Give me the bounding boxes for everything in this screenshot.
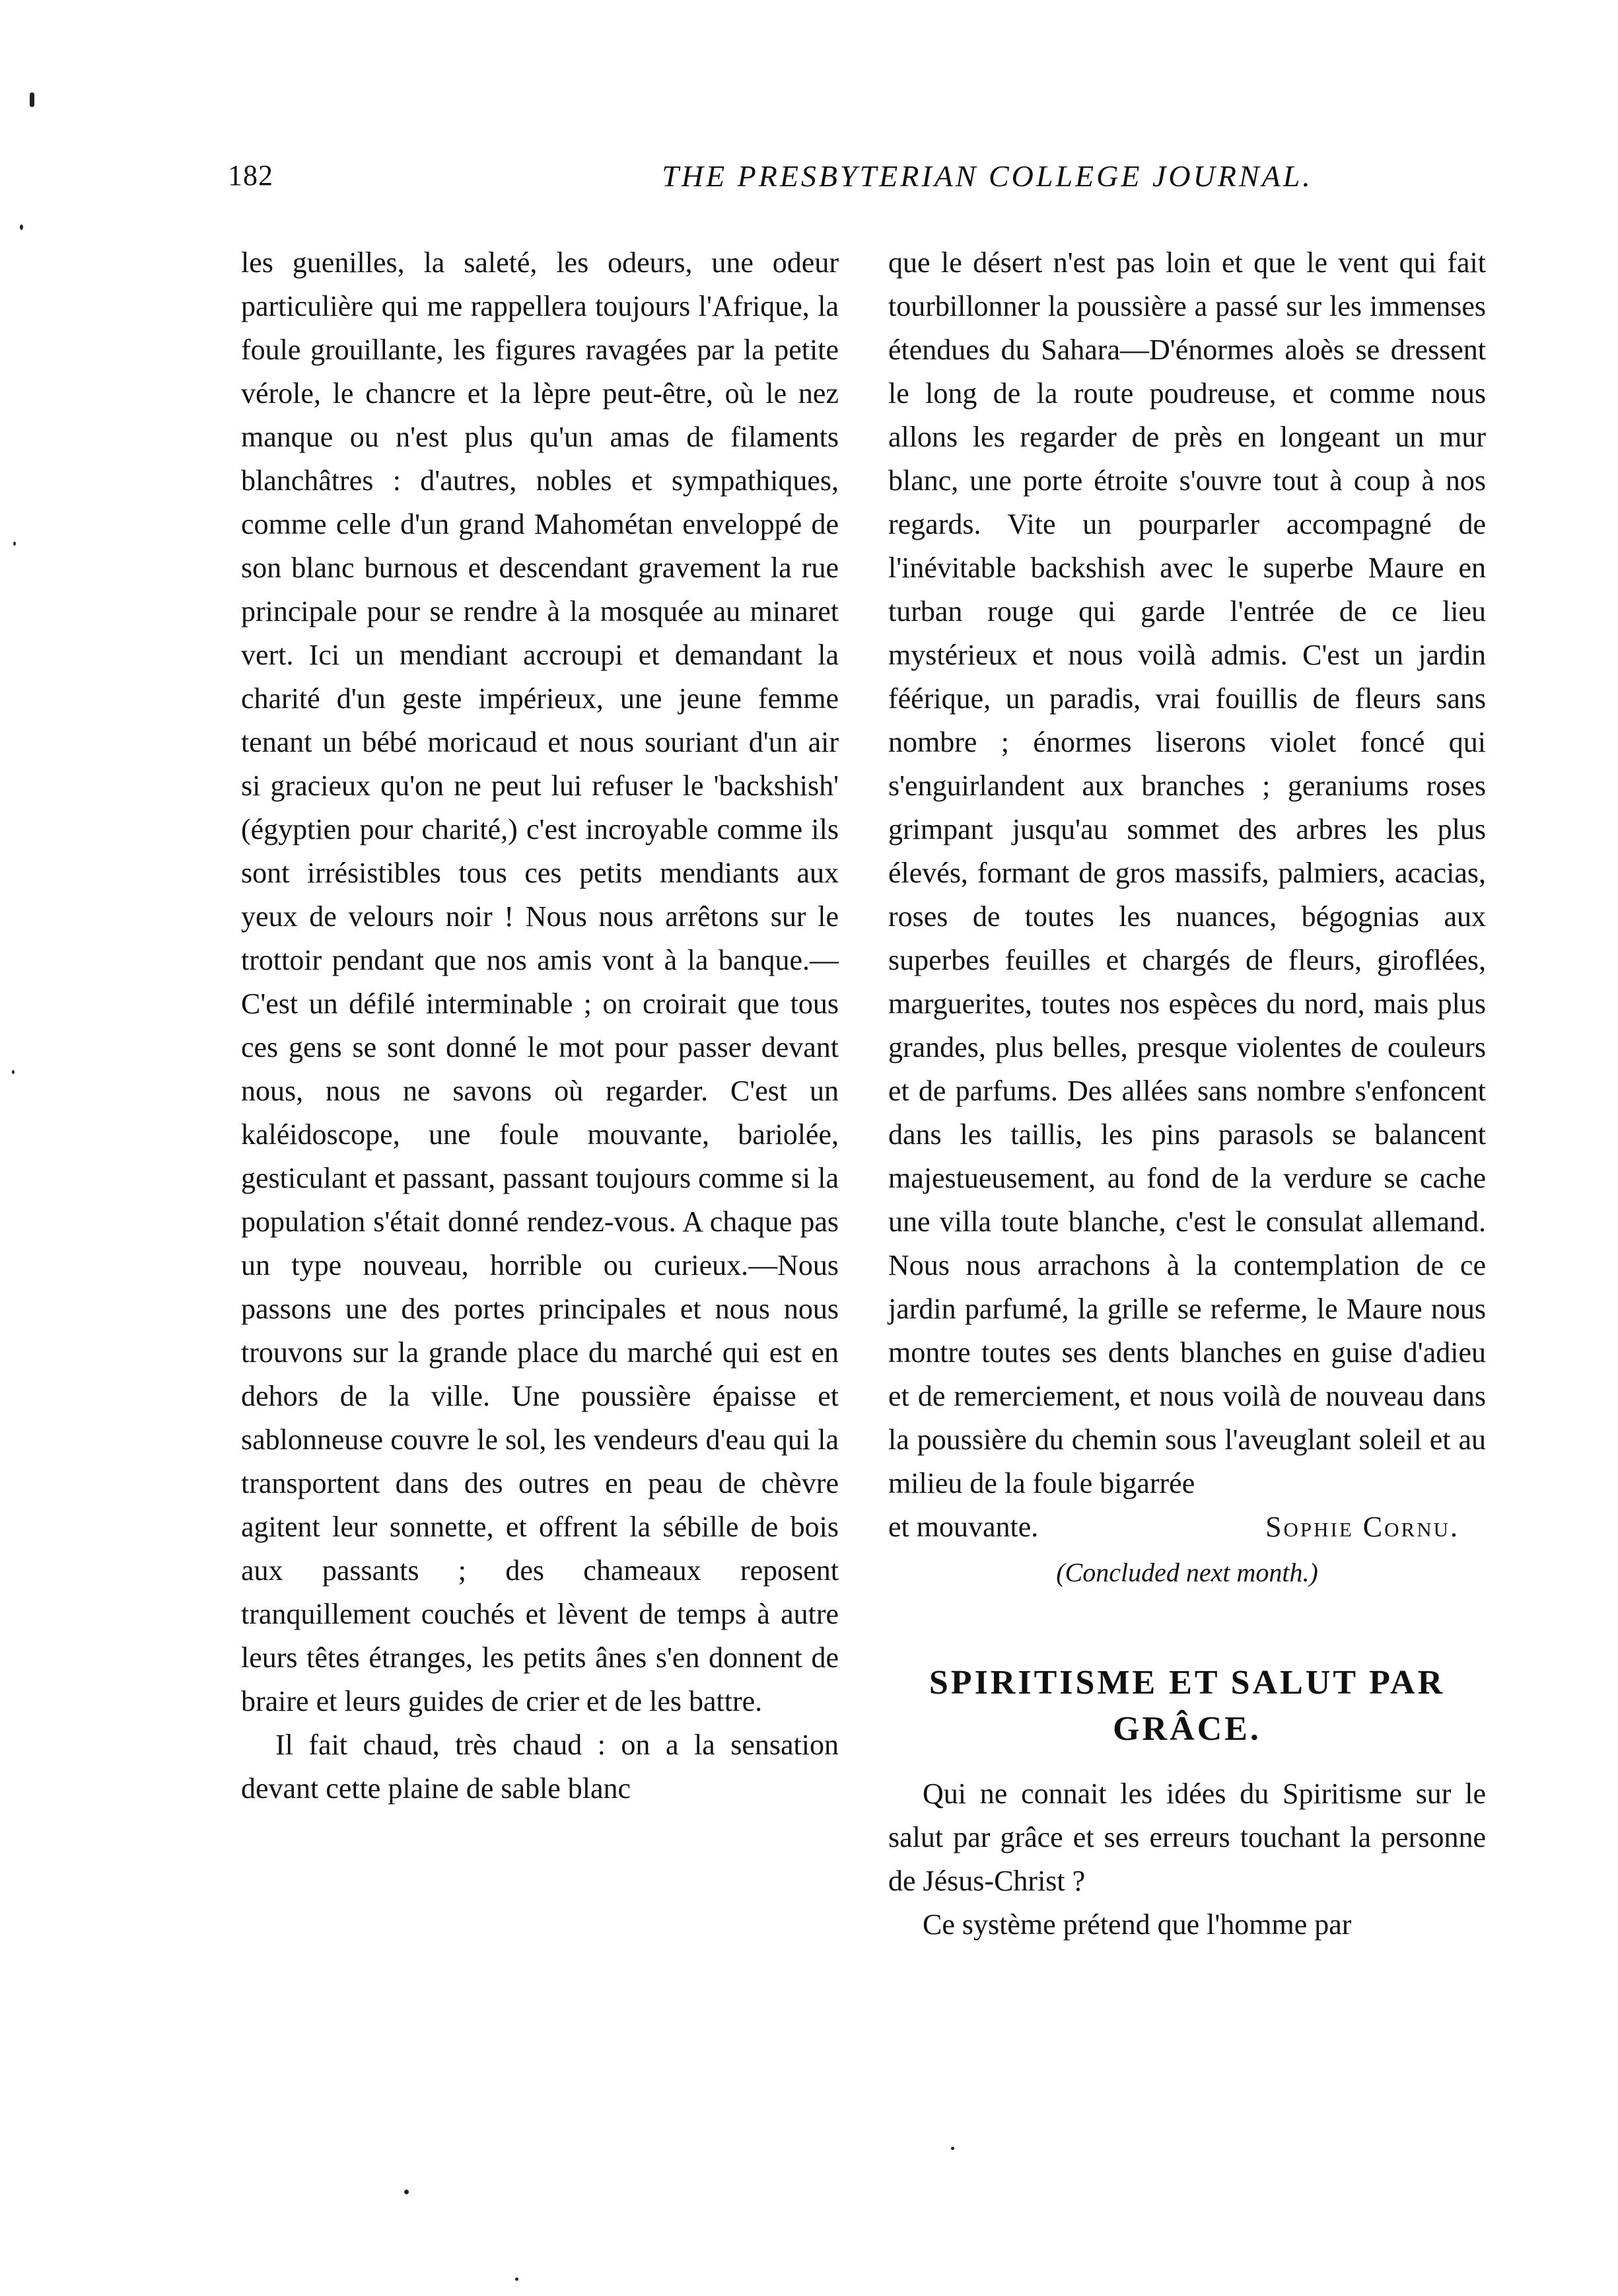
signature-line-text: et mouvante. xyxy=(888,1511,1039,1543)
body-paragraph: les guenilles, la saleté, les odeurs, une odeur particulière qui me rappellera toujours l'Afrique, la foule grouillante, les figures ravagées par la petite vérole, le chancre et la lèpre peut-être, où le nez manque ou n'est plus qu'un amas de filaments blanchâtres : d'autres, nobles et sympathiques, comme celle d'un grand Mahométan enveloppé de son blanc burnous et descendant gravement la rue principale pour se rendre à la mosquée au minaret vert. Ici un mendiant accroupi et demandant la charité d'un geste impérieux, une jeune femme tenant un bébé moricaud et nous souriant d'un air si gracieux qu'on ne peut lui refuser le 'backshish' (égyptien pour charité,) c'est incroyable comme ils sont irrésistibles tous ces petits mendiants aux yeux de velours noir ! Nous nous arrêtons sur le trottoir pendant que nos amis vont à la banque.—C'est un défilé interminable ; on croirait que tous ces gens se sont donné le mot pour passer devant nous, nous ne savons où regarder. C'est un kaléidoscope, une foule mouvante, bariolée, gesticulant et passant, passant toujours comme si la population s'était donné rendez-vous. A chaque pas un type nouveau, horrible ou curieux.—Nous passons une des portes principales et nous nous trouvons sur la grande place du marché qui est en dehors de la ville. Une poussière épaisse et sablonneuse couvre le sol, les vendeurs d'eau qui la transportent dans des outres en peau de chèvre agitent leur sonnette, et offrent la sébille de bois aux passants ; des chameaux reposent tranquillement couchés et lèvent de temps à autre leurs têtes étranges, les petits ânes s'en donnent de braire et leurs guides de crier et de les battre. xyxy=(241,246,839,1717)
page-number: 182 xyxy=(228,159,273,192)
continued-note: (Concluded next month.) xyxy=(1056,1558,1318,1587)
article-paragraph: Qui ne connait les idées du Spiritisme sur le salut par grâce et ses erreurs touchant la personne de Jésus-Christ ? xyxy=(888,1777,1486,1897)
left-column xyxy=(241,241,839,1811)
scan-speck xyxy=(515,2278,518,2281)
signature-line xyxy=(888,1505,1486,1549)
article-paragraph: Ce système prétend que l'homme par xyxy=(923,1908,1352,1941)
body-paragraph: Il fait chaud, très chaud : on a la sensation devant cette plaine de sable blanc xyxy=(241,1729,839,1805)
scan-speck xyxy=(13,542,16,546)
scan-speck xyxy=(20,225,23,230)
scan-speck xyxy=(30,92,34,107)
scan-speck xyxy=(951,2147,954,2150)
running-title: THE PRESBYTERIAN COLLEGE JOURNAL. xyxy=(662,159,1313,193)
scan-speck xyxy=(12,1070,15,1074)
right-column xyxy=(888,241,1486,1947)
author-signature: Sophie Cornu. xyxy=(1265,1511,1460,1543)
article-title: SPIRITISME ET SALUT PAR GRÂCE. xyxy=(929,1664,1446,1748)
body-paragraph: que le désert n'est pas loin et que le vent qui fait tourbillonner la poussière a passé sur les immenses étendues du Sahara—D'énormes aloès se dressent le long de la route poudreuse, et comme nous allons les regarder de près en longeant un mur blanc, une porte étroite s'ouvre tout à coup à nos regards. Vite un pourparler accompagné de l'inévitable backshish avec le superbe Maure en turban rouge qui garde l'entrée de ce lieu mystérieux et nous voilà admis. C'est un jardin féérique, un paradis, vrai fouillis de fleurs sans nombre ; énormes liserons violet foncé qui s'enguirlandent aux branches ; geraniums roses grimpant jusqu'au sommet des arbres les plus élevés, formant de gros massifs, palmiers, acacias, roses de toutes les nuances, bégognias aux superbes feuilles et chargés de fleurs, giroflées, marguerites, toutes nos espèces du nord, mais plus grandes, plus belles, presque violentes de couleurs et de parfums. Des allées sans nombre s'enfoncent dans les taillis, les pins parasols se balancent majestueusement, au fond de la verdure se cache une villa toute blanche, c'est le consulat allemand. Nous nous arrachons à la contemplation de ce jardin parfumé, la grille se referme, le Maure nous montre toutes ses dents blanches en guise d'adieu et de remerciement, et nous voilà de nouveau dans la poussière du chemin sous l'aveuglant soleil et au milieu de la foule bigarrée xyxy=(888,246,1486,1499)
page-header xyxy=(228,159,1489,211)
scan-speck xyxy=(404,2190,409,2194)
